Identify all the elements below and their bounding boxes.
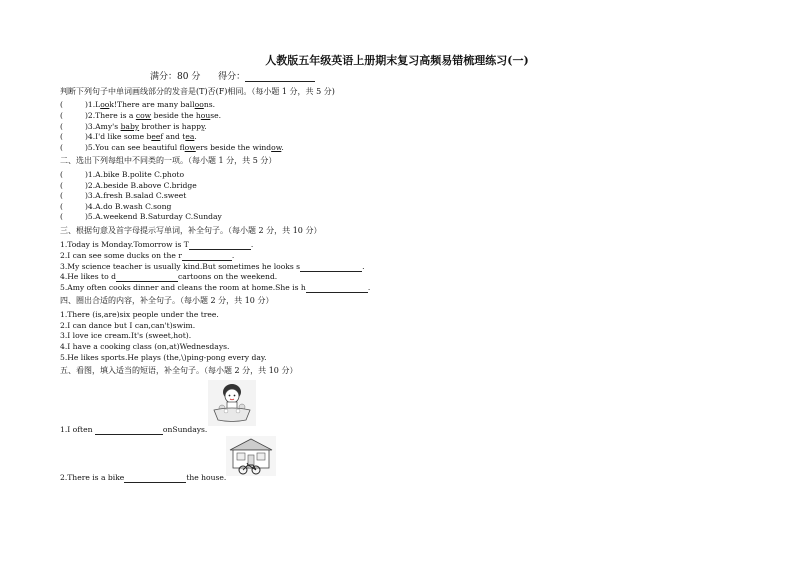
bathing-child-picture — [208, 380, 256, 426]
s4-item-5: 5.He likes sports.He plays (the,\)ping-pong every day. — [60, 353, 267, 362]
fill-blank[interactable] — [182, 252, 232, 261]
s2-item-3: ( )3.A.fresh B.salad C.sweet — [60, 191, 187, 200]
score-label: 得分： — [218, 72, 246, 82]
fill-blank[interactable] — [124, 474, 186, 483]
s4-item-1: 1.There (is,are)six people under the tree. — [60, 310, 219, 319]
full-score: 满分：80 分 — [150, 72, 201, 82]
s1-item-1: ( )1.Look!There are many balloons. — [60, 100, 216, 109]
s1-item-5: ( )5.You can see beautiful flowers beside the window. — [60, 143, 284, 152]
s3-item-1: 1.Today is Monday.Tomorrow is T . — [60, 240, 254, 249]
s4-item-4: 4.I have a cooking class (on,at)Wednesdays. — [60, 342, 230, 351]
s2-item-4: ( )4.A.do B.wash C.song — [60, 202, 172, 211]
s2-item-2: ( )2.A.beside B.above C.bridge — [60, 181, 197, 190]
s1-item-2: ( )2.There is a cow beside the house. — [60, 111, 222, 120]
fill-blank[interactable] — [300, 263, 362, 272]
s2-item-5: ( )5.A.weekend B.Saturday C.Sunday — [60, 212, 222, 221]
fill-blank[interactable] — [95, 426, 163, 435]
section-4-heading: 四、圈出合适的内容，补全句子。（每小题 2 分，共 10 分） — [60, 296, 274, 305]
s2-item-1: ( )1.A.bike B.polite C.photo — [60, 170, 185, 179]
s3-item-5: 5.Amy often cooks dinner and cleans the room at home.She is h . — [60, 283, 371, 292]
section-5-heading: 五、看图，填入适当的短语，补全句子。（每小题 2 分，共 10 分） — [60, 366, 298, 375]
s1-item-4: ( )4.I'd like some beef and tea. — [60, 132, 197, 141]
s1-item-3: ( )3.Amy's baby brother is happy. — [60, 122, 207, 131]
s4-item-3: 3.I love ice cream.It's (sweet,hot). — [60, 331, 192, 340]
fill-blank[interactable] — [116, 273, 178, 282]
s4-item-2: 2.I can dance but I can,can't)swim. — [60, 321, 196, 330]
fill-blank[interactable] — [189, 241, 251, 250]
s5-item-1: 1.I often onSundays. — [60, 425, 208, 434]
score-line — [150, 69, 315, 82]
house-bike-picture — [226, 436, 276, 476]
s3-item-2: 2.I can see some ducks on the r . — [60, 251, 235, 260]
page-title: 人教版五年级英语上册期末复习高频易错梳理练习(一) — [265, 54, 529, 67]
s3-item-4: 4.He likes to d cartoons on the weekend. — [60, 272, 278, 281]
s3-item-3: 3.My science teacher is usually kind.But sometimes he looks s . — [60, 262, 365, 271]
section-3-heading: 三、根据句意及首字母提示写单词，补全句子。（每小题 2 分，共 10 分） — [60, 226, 322, 235]
fill-blank[interactable] — [306, 284, 368, 293]
section-1-heading: 判断下列句子中单词画线部分的发音是(T)否(F)相同。（每小题 1 分，共 5 分) — [60, 87, 335, 96]
score-blank[interactable] — [245, 73, 315, 82]
section-2-heading: 二、选出下列每组中不同类的一项。（每小题 1 分，共 5 分） — [60, 156, 277, 165]
s5-item-2: 2.There is a bike the house. — [60, 473, 227, 482]
